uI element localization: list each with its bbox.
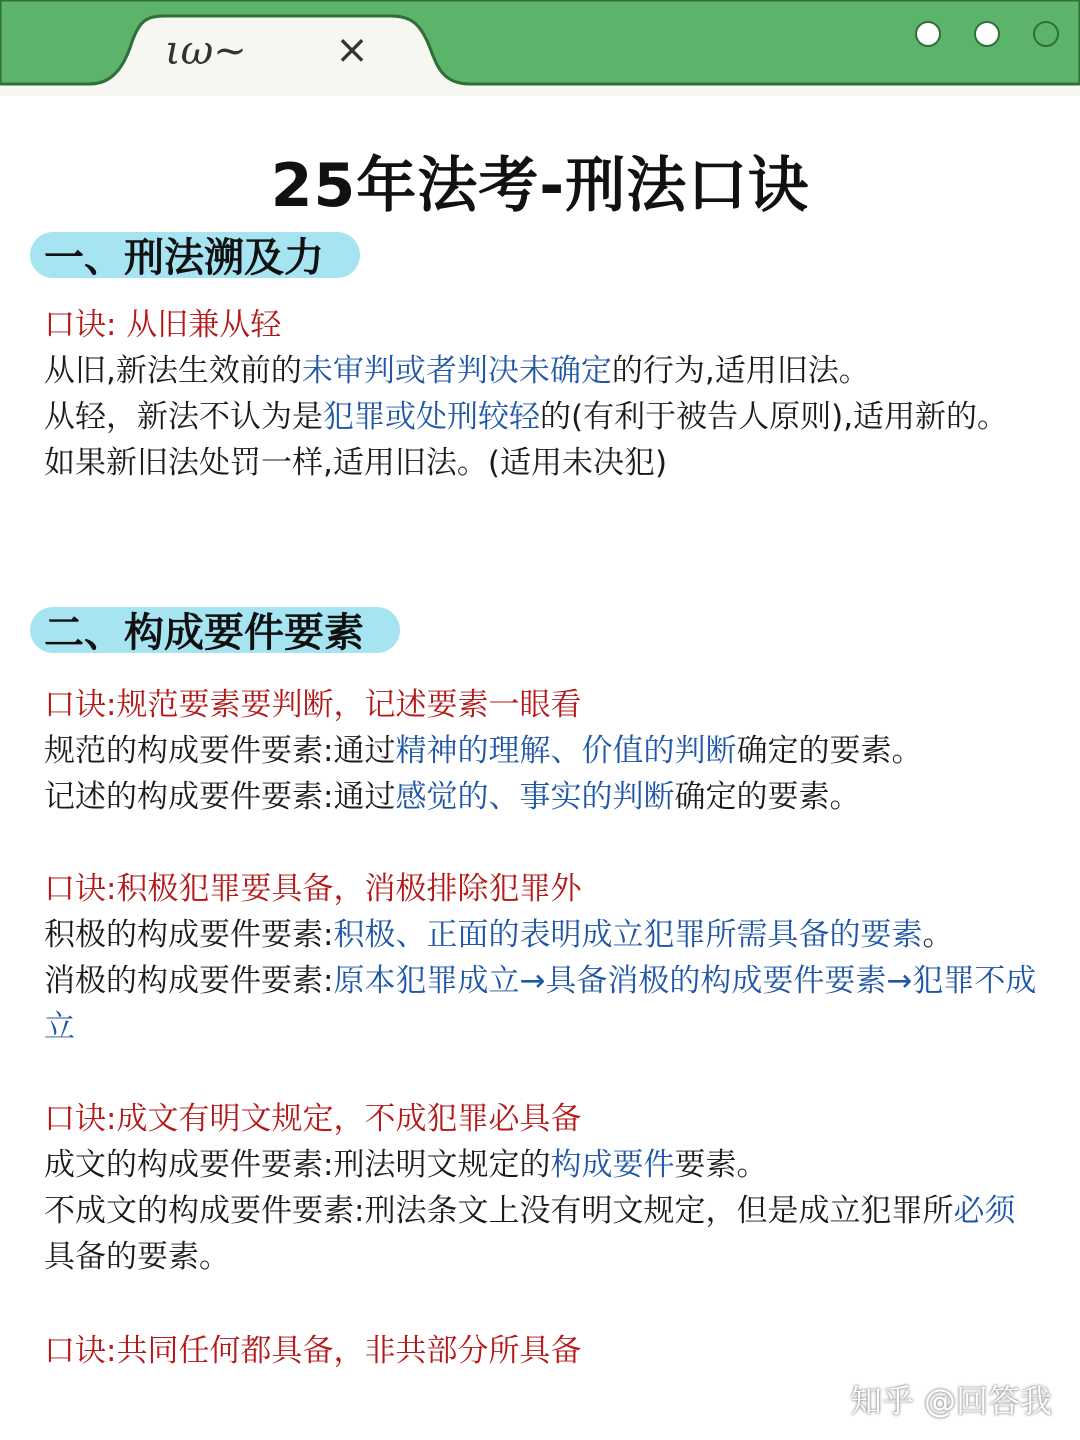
line-text: 成文的构成要件要素:刑法明文规定的 xyxy=(44,1147,551,1183)
window-dot-icon[interactable] xyxy=(974,21,1000,47)
section-body xyxy=(44,682,1044,820)
line-text: 具备的要素。 xyxy=(44,1239,230,1275)
section-body xyxy=(44,1328,1044,1374)
body-line xyxy=(44,774,1044,820)
line-text: 如果新旧法处罚一样,适用旧法。(适用未决犯) xyxy=(44,445,668,481)
keyword: 感觉的、事实的判断 xyxy=(395,779,675,815)
line-text: 消极的构成要件要素: xyxy=(44,963,334,999)
section-heading: 一、刑法溯及力 xyxy=(44,235,324,281)
motto-line: 口诀:规范要素要判断，记述要素一眼看 xyxy=(44,687,582,723)
window-frame xyxy=(0,0,1080,96)
keyword: 原本犯罪成立→具备消极的构成要件要素→犯罪不成立 xyxy=(44,963,1037,1045)
motto-line: 口诀:成文有明文规定，不成犯罪必具备 xyxy=(44,1101,582,1137)
keyword: 犯罪或处刑较轻 xyxy=(323,399,540,435)
line-text: 确定的要素。 xyxy=(736,733,923,769)
body-line xyxy=(44,728,1044,774)
line-text: 积极的构成要件要素: xyxy=(44,917,334,953)
body-line xyxy=(44,1142,1044,1188)
body-line xyxy=(44,1188,1044,1280)
window-dot-icon[interactable] xyxy=(915,21,941,47)
motto-line: 口诀:积极犯罪要具备，消极排除犯罪外 xyxy=(44,871,582,907)
line-text: 记述的构成要件要素:通过 xyxy=(44,779,396,815)
line-text: 规范的构成要件要素:通过 xyxy=(44,733,396,769)
window-dot-icon[interactable] xyxy=(1033,21,1059,47)
body-line xyxy=(44,394,1044,440)
body-line xyxy=(44,912,1044,958)
tab-close-icon[interactable]: × xyxy=(335,27,369,73)
section-body xyxy=(44,302,1044,486)
browser-tab-label[interactable]: ιω~ xyxy=(165,28,247,74)
body-line xyxy=(44,440,1044,486)
line-text: 要素。 xyxy=(674,1147,768,1183)
line-text: 从轻，新法不认为是 xyxy=(44,399,323,435)
line-text: 确定的要素。 xyxy=(674,779,861,815)
section-heading: 二、构成要件要素 xyxy=(44,610,364,656)
section-body xyxy=(44,1096,1044,1280)
section-body xyxy=(44,866,1044,1050)
body-line xyxy=(44,958,1044,1050)
motto-line: 口诀:共同任何都具备，非共部分所具备 xyxy=(44,1333,582,1369)
line-text: 。 xyxy=(922,917,954,953)
line-text: 从旧,新法生效前的 xyxy=(44,353,302,389)
keyword: 精神的理解、价值的判断 xyxy=(395,733,737,769)
motto-line: 口诀: 从旧兼从轻 xyxy=(44,307,282,343)
keyword: 积极、正面的表明成立犯罪所需具备的要素 xyxy=(333,917,923,953)
body-line xyxy=(44,348,1044,394)
keyword: 必须 xyxy=(953,1193,1016,1229)
keyword: 未审判或者判决未确定 xyxy=(301,353,612,389)
page-title: 25年法考-刑法口诀 xyxy=(270,151,810,221)
line-text: 不成文的构成要件要素:刑法条文上没有明文规定，但是成立犯罪所 xyxy=(44,1193,954,1229)
line-text: 的(有利于被告人原则),适用新的。 xyxy=(540,399,1009,435)
watermark: 知乎 @回答我 xyxy=(849,1382,1052,1420)
keyword: 构成要件 xyxy=(550,1147,675,1183)
line-text: 的行为,适用旧法。 xyxy=(611,353,870,389)
